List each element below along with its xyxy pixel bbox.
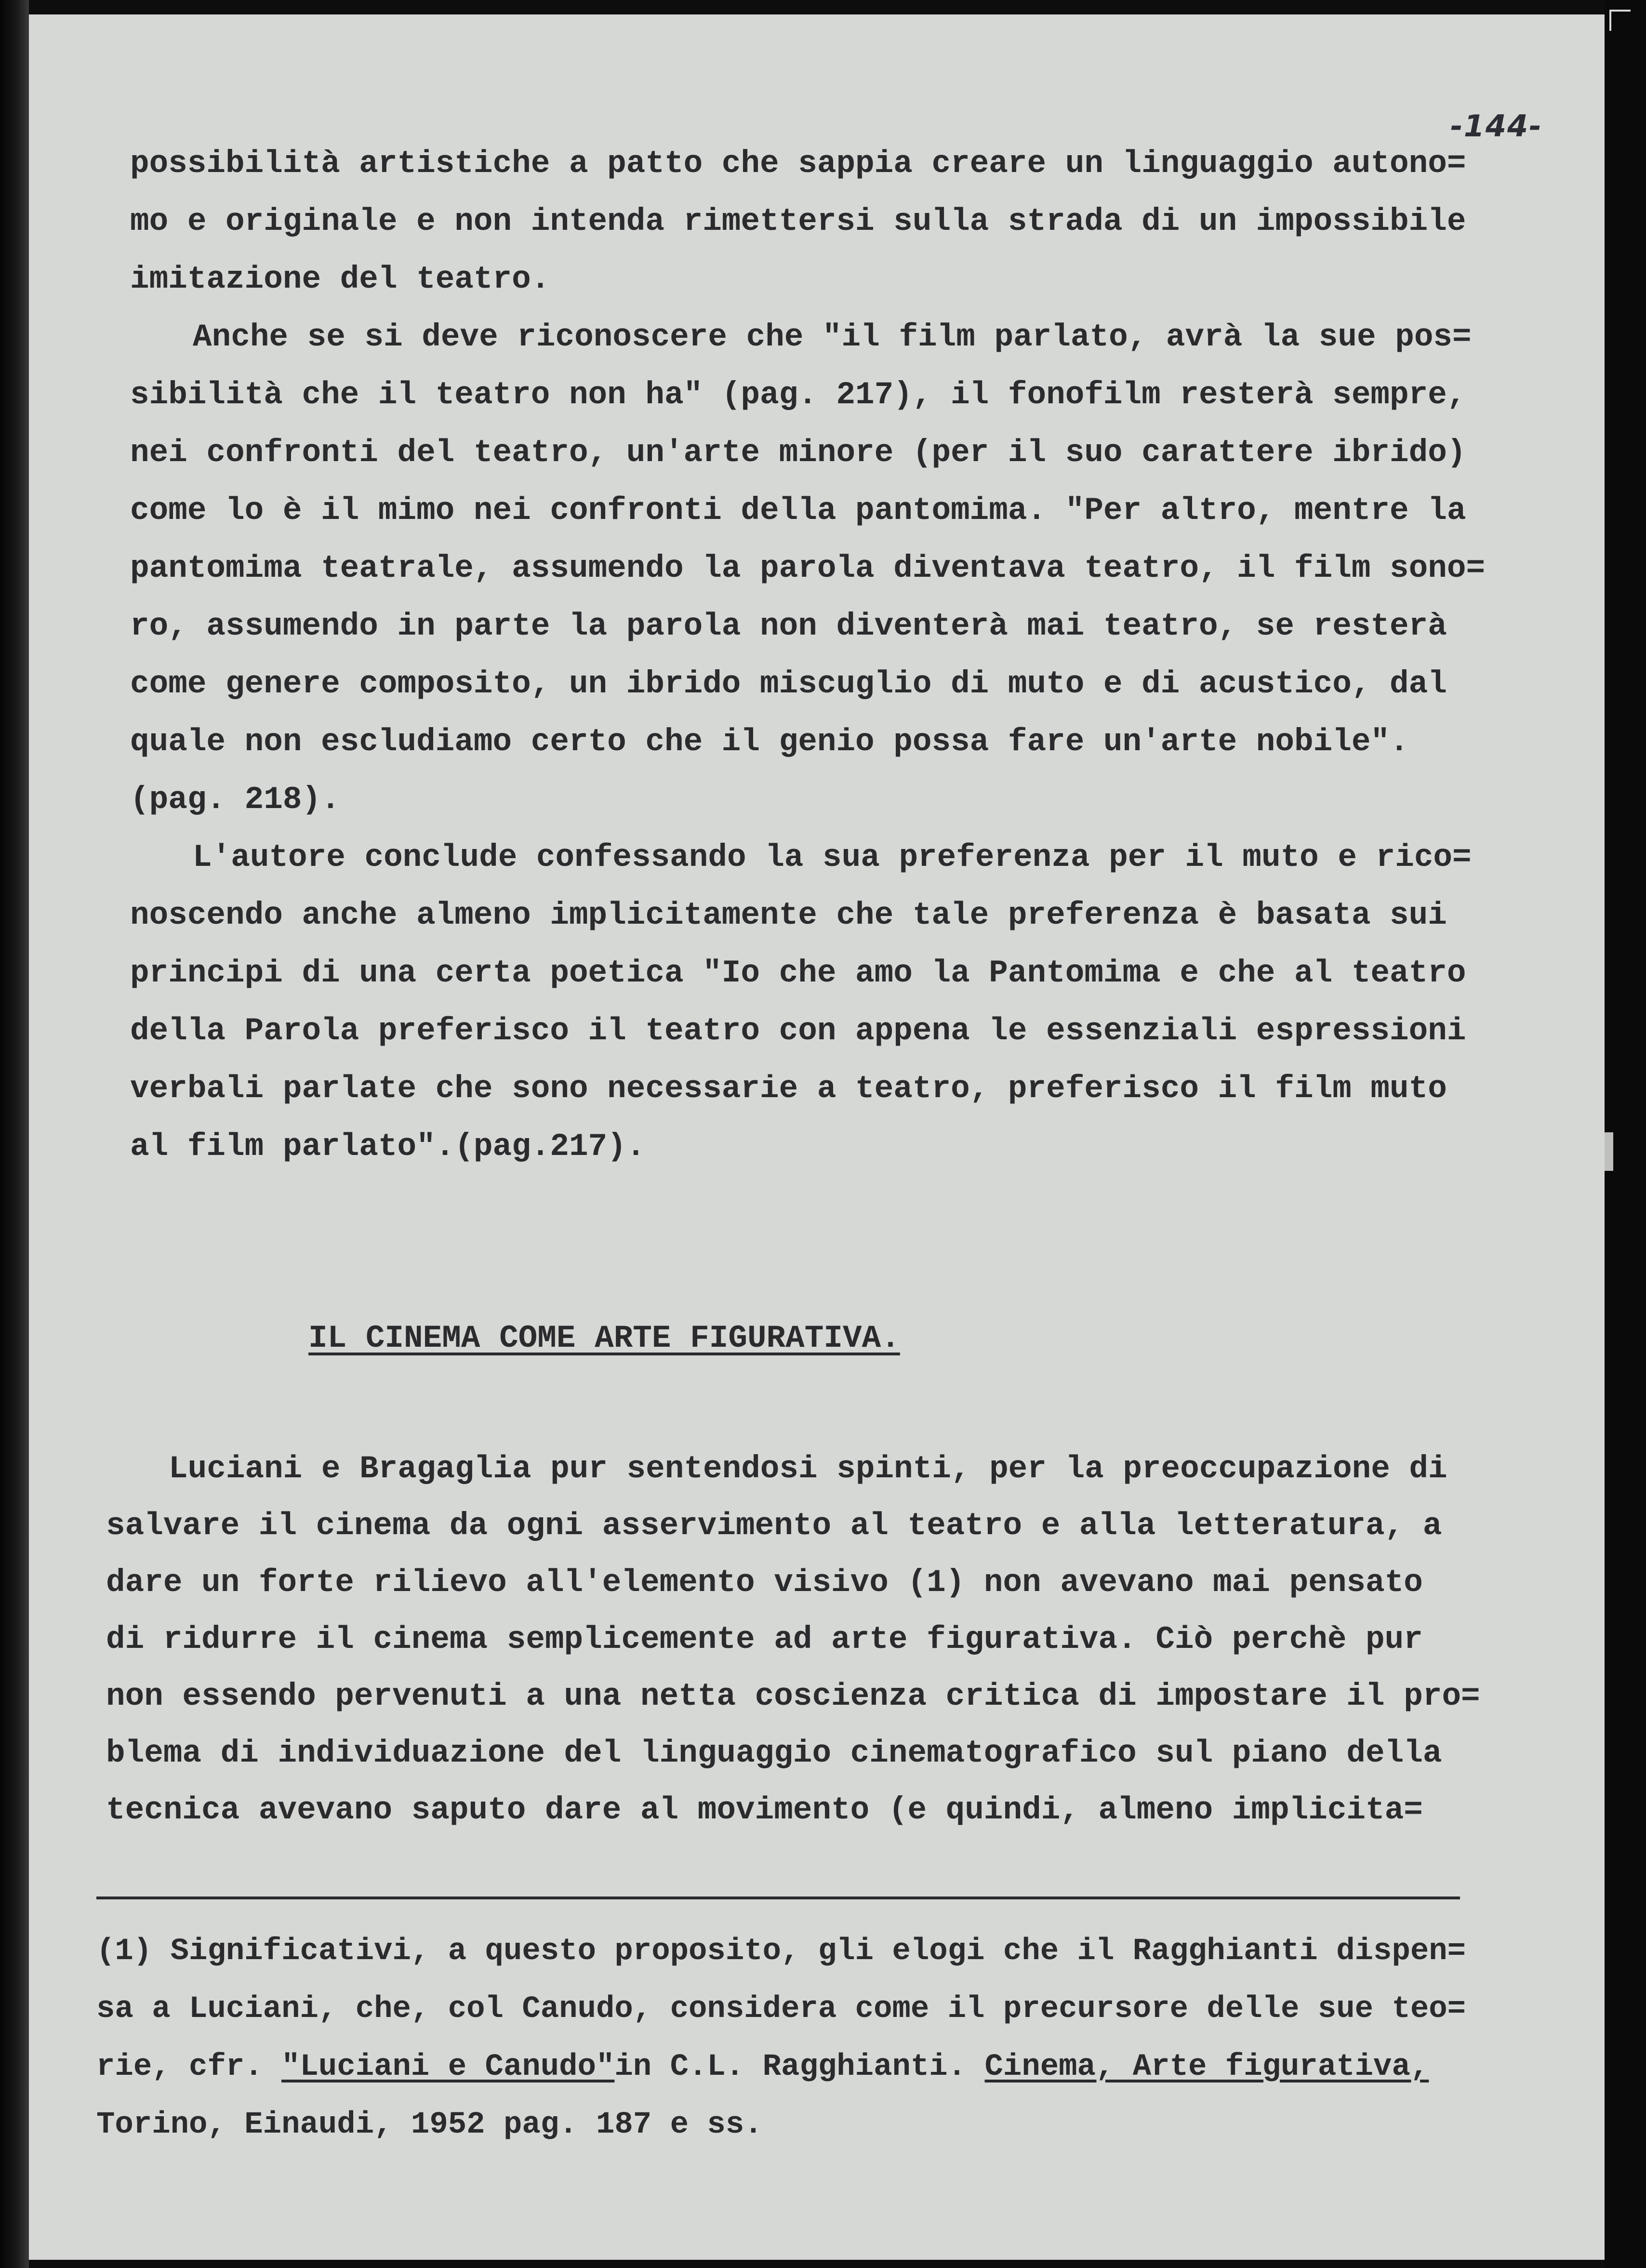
- text-line: quale non escludiamo certo che il genio possa fare un'arte nobile".: [130, 724, 1409, 760]
- section-heading: IL CINEMA COME ARTE FIGURATIVA.: [308, 1320, 900, 1356]
- text-line: imitazione del teatro.: [130, 261, 550, 297]
- body-text-bottom: [106, 1441, 1503, 1839]
- text-line: blema di individuazione del linguaggio cinematografico sul piano della: [106, 1735, 1442, 1771]
- text-line: ro, assumendo in parte la parola non diventerà mai teatro, se resterà: [130, 608, 1447, 644]
- text-line: nei confronti del teatro, un'arte minore (per il suo carattere ibrido): [130, 435, 1466, 471]
- text-line: dare un forte rilievo all'elemento visivo (1) non avevano mai pensato: [106, 1565, 1423, 1601]
- corner-crop-mark: [1609, 10, 1631, 31]
- text-line: mo e originale e non intenda rimettersi sulla strada di un impossibile: [130, 203, 1466, 239]
- paragraph-2: [130, 308, 1518, 829]
- text-line: come lo è il mimo nei confronti della pantomima. "Per altro, mentre la: [130, 492, 1466, 529]
- footnote-line: sa a Luciani, che, col Canudo, considera come il precursore delle sue teo=: [96, 1992, 1466, 2027]
- text-line: non essendo pervenuti a una netta coscienza critica di impostare il pro=: [106, 1678, 1480, 1714]
- text-line: della Parola preferisco il teatro con appena le essenziali espressioni: [130, 1013, 1466, 1049]
- footnote: [96, 1923, 1513, 2154]
- text-line: tecnica avevano saputo dare al movimento (e quindi, almeno implicita=: [106, 1792, 1423, 1828]
- text-line: L'autore conclude confessando la sua preferenza per il muto e rico=: [193, 839, 1472, 875]
- text-line: come genere composito, un ibrido miscuglio di muto e di acustico, dal: [130, 666, 1447, 702]
- body-text-top: [130, 135, 1518, 1176]
- text-line: salvare il cinema da ogni asservimento al teatro e alla letteratura, a: [106, 1508, 1442, 1544]
- text-line: Luciani e Bragaglia pur sentendosi spinti, per la preoccupazione di: [169, 1451, 1447, 1487]
- footnote-separator: [96, 1897, 1460, 1899]
- text-line: principi di una certa poetica "Io che amo la Pantomima e che al teatro: [130, 955, 1466, 991]
- footnote-title-underlined: "Luciani e Canudo": [281, 2050, 615, 2084]
- left-binding-shadow: [0, 0, 29, 2268]
- text-line: pantomima teatrale, assumendo la parola diventava teatro, il film sono=: [130, 550, 1486, 586]
- text-line: verbali parlate che sono necessarie a teatro, preferisco il film muto: [130, 1071, 1447, 1107]
- edge-tab: [1605, 1132, 1613, 1171]
- page-number: -144-: [1450, 108, 1542, 144]
- text-line: noscendo anche almeno implicitamente che tale preferenza è basata sui: [130, 897, 1447, 933]
- footnote-line: [96, 2038, 1513, 2096]
- text-line: Anche se si deve riconoscere che "il film parlato, avrà la sue pos=: [193, 319, 1472, 355]
- text-line: sibilità che il teatro non ha" (pag. 217), il fonofilm resterà sempre,: [130, 377, 1466, 413]
- footnote-book-title: Cinema, Arte figurativa,: [984, 2050, 1429, 2084]
- text-line: di ridurre il cinema semplicemente ad arte figurativa. Ciò perchè pur: [106, 1621, 1423, 1658]
- footnote-text: in C.L. Ragghianti.: [614, 2050, 985, 2084]
- footnote-line: Torino, Einaudi, 1952 pag. 187 e ss.: [96, 2108, 763, 2142]
- text-line: (pag. 218).: [130, 782, 340, 818]
- paragraph-1: [130, 135, 1518, 308]
- footnote-line: (1) Significativi, a questo proposito, gli elogi che il Ragghianti dispen=: [96, 1934, 1466, 1969]
- text-line: possibilità artistiche a patto che sappia creare un linguaggio autono=: [130, 146, 1466, 182]
- footnote-text: rie, cfr.: [96, 2050, 282, 2084]
- paragraph-3: [130, 829, 1518, 1176]
- text-line: al film parlato".(pag.217).: [130, 1128, 646, 1165]
